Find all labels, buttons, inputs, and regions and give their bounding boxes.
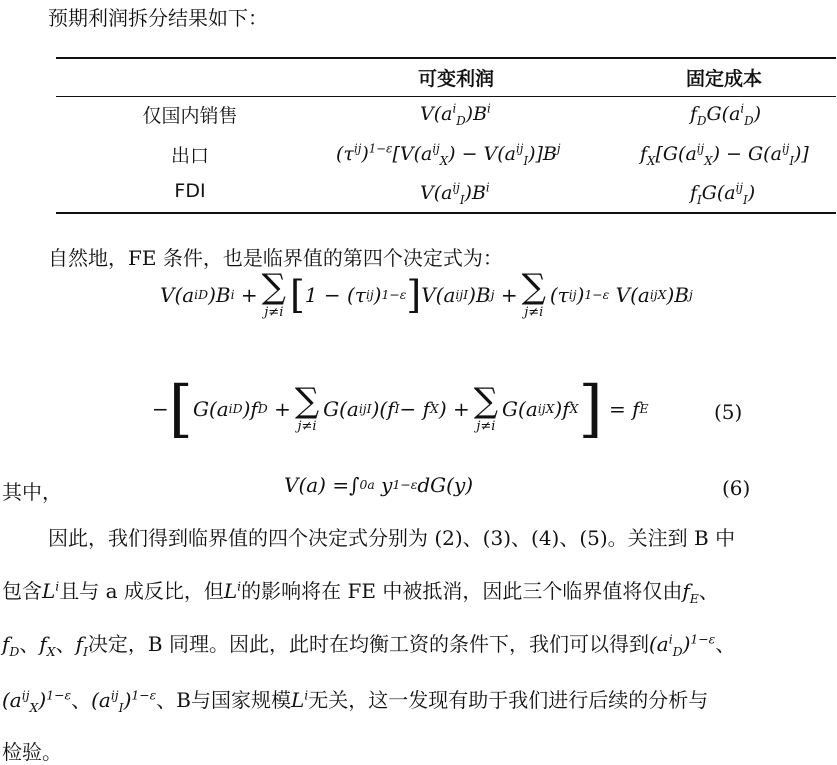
table-bottom-rule <box>56 212 836 214</box>
row-label-export: 出口 <box>170 145 209 167</box>
table-top-rule <box>56 57 836 59</box>
equation-line-2: − [ G(a i D )f D + ∑ j≠i G(a ij I )(f I − f X ) + ∑ j≠i G(a ij X )f X ] = f E <box>152 372 649 445</box>
equation-6: V(a) = ∫ 0 a y 1−ε dG(y) <box>284 473 474 497</box>
header-fixed-cost: 固定成本 <box>686 68 763 90</box>
equation-6-number: (6) <box>722 476 751 500</box>
intro-text: 预期利润拆分结果如下： <box>48 6 268 30</box>
paragraph-line-3: $f_D$、$f_X$、$f_I$决定，B 同理。因此，此时在均衡工资的条件下，我们可以得到$(a^i_D)^{1-\varepsilon}$、 <box>2 631 736 659</box>
equation-5-number: (5) <box>714 400 743 424</box>
fe-intro-text: 自然地，FE 条件，也是临界值的第四个决定式为： <box>48 246 503 270</box>
paragraph-line-4: $(a^{ij}_X)^{1-\varepsilon}$、$(a^{ij}_I)^{1-\varepsilon}$、B与国家规模$L^i$无关，这一发现有助于我们进行后续的分析与 <box>2 687 709 715</box>
cell-fdi-fixed: $f_IG(a^{ij}_I)$ <box>690 180 756 207</box>
paragraph-line-2: 包含$L^i$且与 a 成反比，但$L^i$的影响将在 FE 中被抵消，因此三个临界值将仅由$f_E$、 <box>2 578 719 606</box>
cell-domestic-fixed: $f_DG(a^i_D)$ <box>690 101 762 128</box>
cell-domestic-variable: $V(a^i_D)B^i$ <box>420 101 491 128</box>
cell-fdi-variable: $V(a^{ij}_I)B^i$ <box>420 180 490 207</box>
row-label-domestic: 仅国内销售 <box>142 105 238 127</box>
cell-export-variable: $(\tau^{ij})^{1-\varepsilon}[V(a^{ij}_X) - V(a^{ij}_I)]B^j$ <box>336 141 561 168</box>
qizhong-text: 其中， <box>2 480 62 504</box>
paragraph-line-5: 检验。 <box>2 740 62 764</box>
header-variable-profit: 可变利润 <box>418 68 495 90</box>
paragraph-line-1: 因此，我们得到临界值的四个决定式分别为 (2)、(3)、(4)、(5)。关注到 B 中 <box>48 526 736 550</box>
cell-export-fixed: $f_X[G(a^{ij}_X) - G(a^{ij}_I)]$ <box>640 141 809 168</box>
row-label-fdi: FDI <box>174 180 206 202</box>
table-header-rule <box>56 96 836 97</box>
equation-line-1: V(a i D )B i + ∑ j≠i [ 1 − (τ ij ) 1−ε ] V(a ij I )B j + ∑ j≠i (τ ij ) 1−ε V(a ij X )B j <box>160 267 693 320</box>
